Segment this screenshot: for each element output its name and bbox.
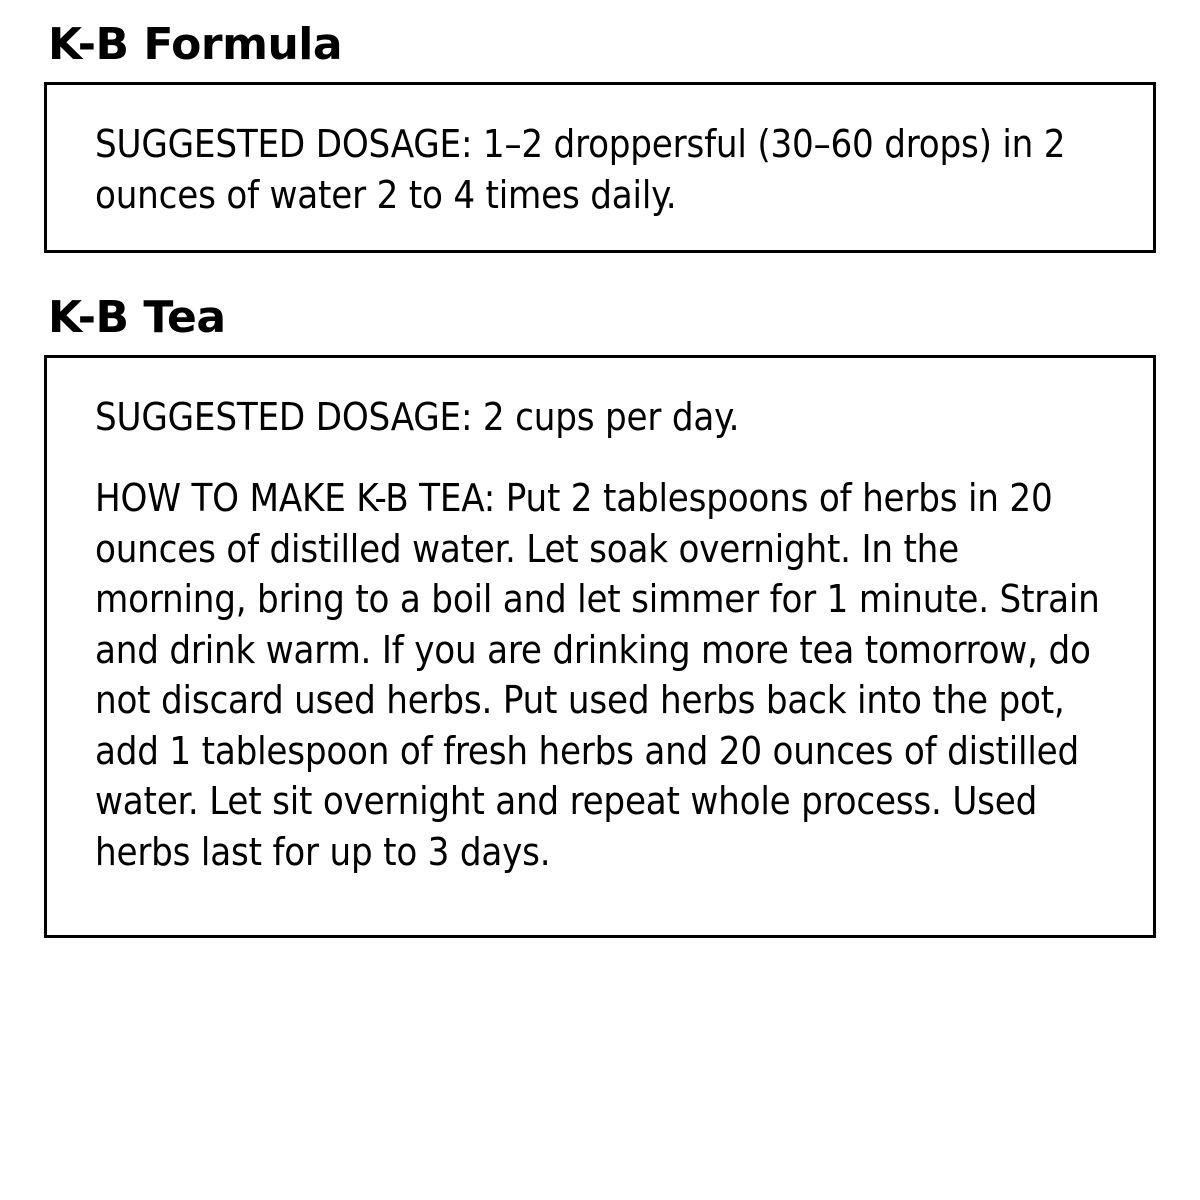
kb-formula-dosage-box [44, 82, 1156, 253]
kb-tea-dosage-text: SUGGESTED DOSAGE: 2 cups per day. [95, 395, 740, 440]
section-title-kb-formula: K-B Formula [48, 19, 343, 70]
kb-formula-dosage-text: SUGGESTED DOSAGE: 1–2 droppersful (30–60 drops) in 2 ounces of water 2 to 4 times daily. [95, 122, 1066, 217]
kb-tea-dosage-box [44, 355, 1156, 938]
section-title-kb-tea: K-B Tea [48, 292, 226, 344]
kb-tea-preparation-text: HOW TO MAKE K-B TEA: Put 2 tablespoons of herbs in 20 ounces of distilled water. Let soak overnight. In the morning, bring to a boil and let simmer for 1 minute. Strain and drink warm. If you are drinking more tea tomorrow, do not discard used herbs. Put used herbs back into the pot, add 1 tablespoon of fresh herbs and 20 ounces of distilled water. Let sit overnight and repeat whole process. Used herbs last for up to 3 days. [95, 475, 1100, 874]
